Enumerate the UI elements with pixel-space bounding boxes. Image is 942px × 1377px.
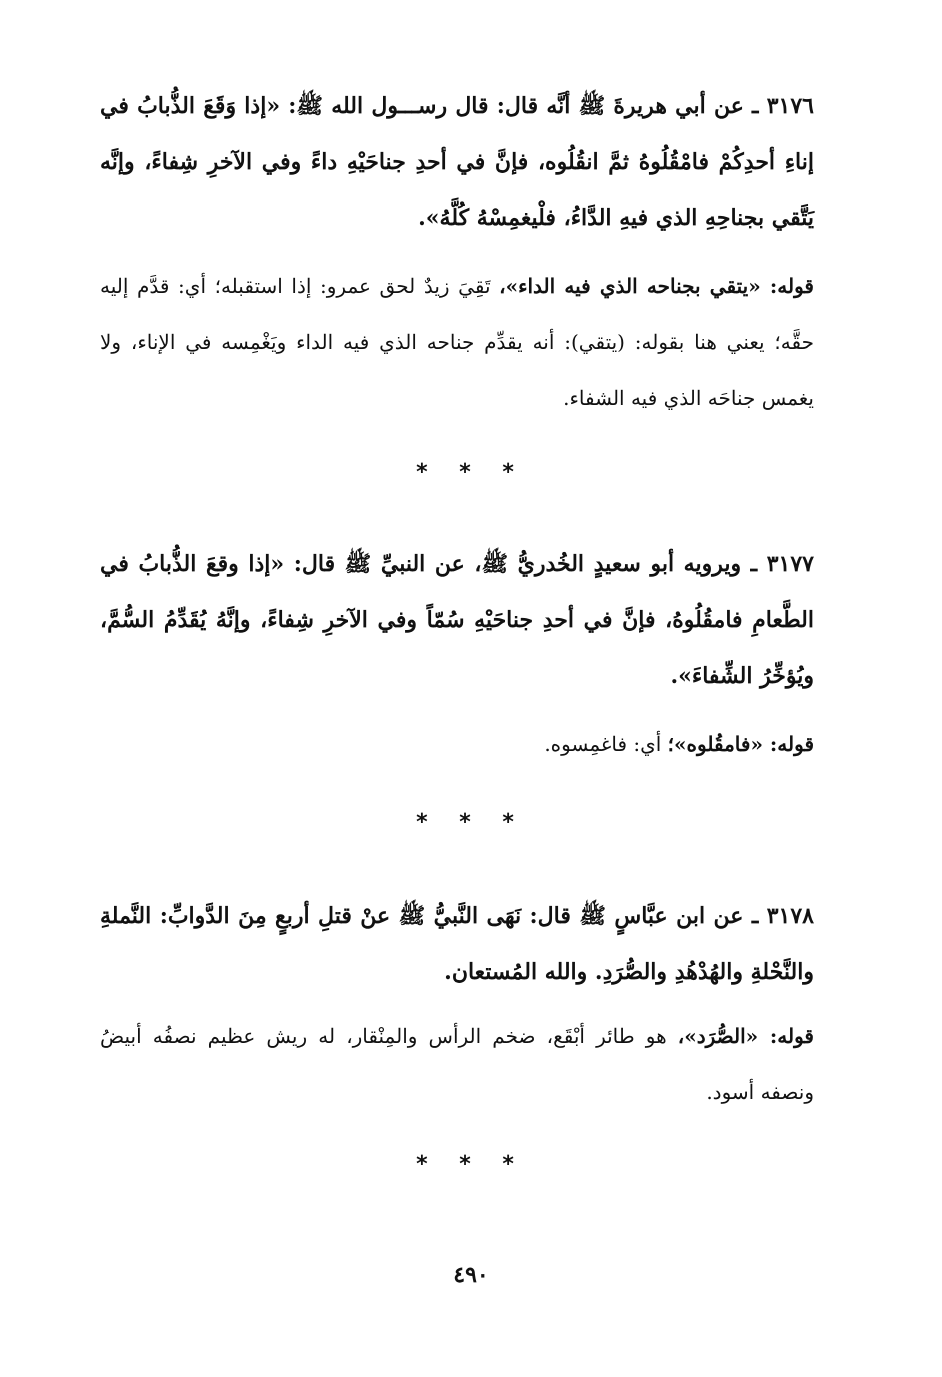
commentary-body: هو طائر أبْقَع، ضخم الرأس والمِنْقار، له ريش عظيم نصفُه أبيضُ ونصفه أسود.: [100, 1024, 814, 1104]
section-separator: * * *: [416, 460, 526, 485]
hadith-3176-commentary: [100, 258, 814, 426]
hadith-3178-commentary: [100, 1008, 814, 1120]
commentary-lead: قوله: «الصُّرَد»،: [677, 1024, 814, 1048]
commentary-lead: قوله: «يتقي بجناحه الذي فيه الداء»،: [499, 274, 814, 298]
section-separator: * * *: [416, 1152, 526, 1177]
hadith-3177-commentary: [100, 716, 814, 772]
hadith-3176-text: ٣١٧٦ ـ عن أبي هريرةَ ﷺ أنَّه قال: قال رســـول الله ﷺ: «إذا وَقَعَ الذُّبابُ في إناءِ أحدِكُمْ فامْقُلُوهُ ثمَّ انقُلُوه، فإنَّ في أحدِ جناحَيْهِ داءً وفي الآخرِ شِفاءً، وإنَّه يَتَّقي بجناحِهِ الذي فيهِ الدَّاءُ، فلْيغمِسْهُ كُلَّهُ».: [100, 93, 814, 231]
commentary-body: تَقِيَ زيدٌ لحق عمرو: إذا استقبله؛ أي: قدَّم إليه حقَّه؛ يعني هنا بقوله: (يتقي): أنه يقدِّم جناحه الذي فيه الداء ويَغْمِسه في الإناء، ولا يغمس جناحَه الذي فيه الشفاء.: [100, 274, 814, 410]
section-separator: * * *: [416, 810, 526, 835]
hadith-3177-text: ٣١٧٧ ـ ويرويه أبو سعيدٍ الخُدريُّ ﷺ، عن النبيِّ ﷺ قال: «إذا وقعَ الذُّبابُ في الطَّعامِ فامقُلُوهُ، فإنَّ في أحدِ جناحَيْهِ سُمّاً وفي الآخرِ شِفاءً، وإنَّهُ يُقَدِّمُ السُّمَّ، ويُؤخِّرُ الشِّفاءَ».: [100, 551, 814, 689]
page-number: ٤٩٠: [453, 1262, 489, 1288]
hadith-3178-text: ٣١٧٨ ـ عن ابن عبَّاسٍ ﷺ قال: نَهَى النَّبيُّ ﷺ عنْ قتلِ أربعٍ مِنَ الدَّوابِّ: النَّملةِ والنَّحْلةِ والهُدْهُدِ والصُّرَدِ. والله المُستعان.: [100, 903, 814, 985]
commentary-body: أي: فاغمِسوه.: [544, 732, 668, 756]
commentary-lead: قوله: «فامقُلوه»؛: [667, 732, 814, 756]
